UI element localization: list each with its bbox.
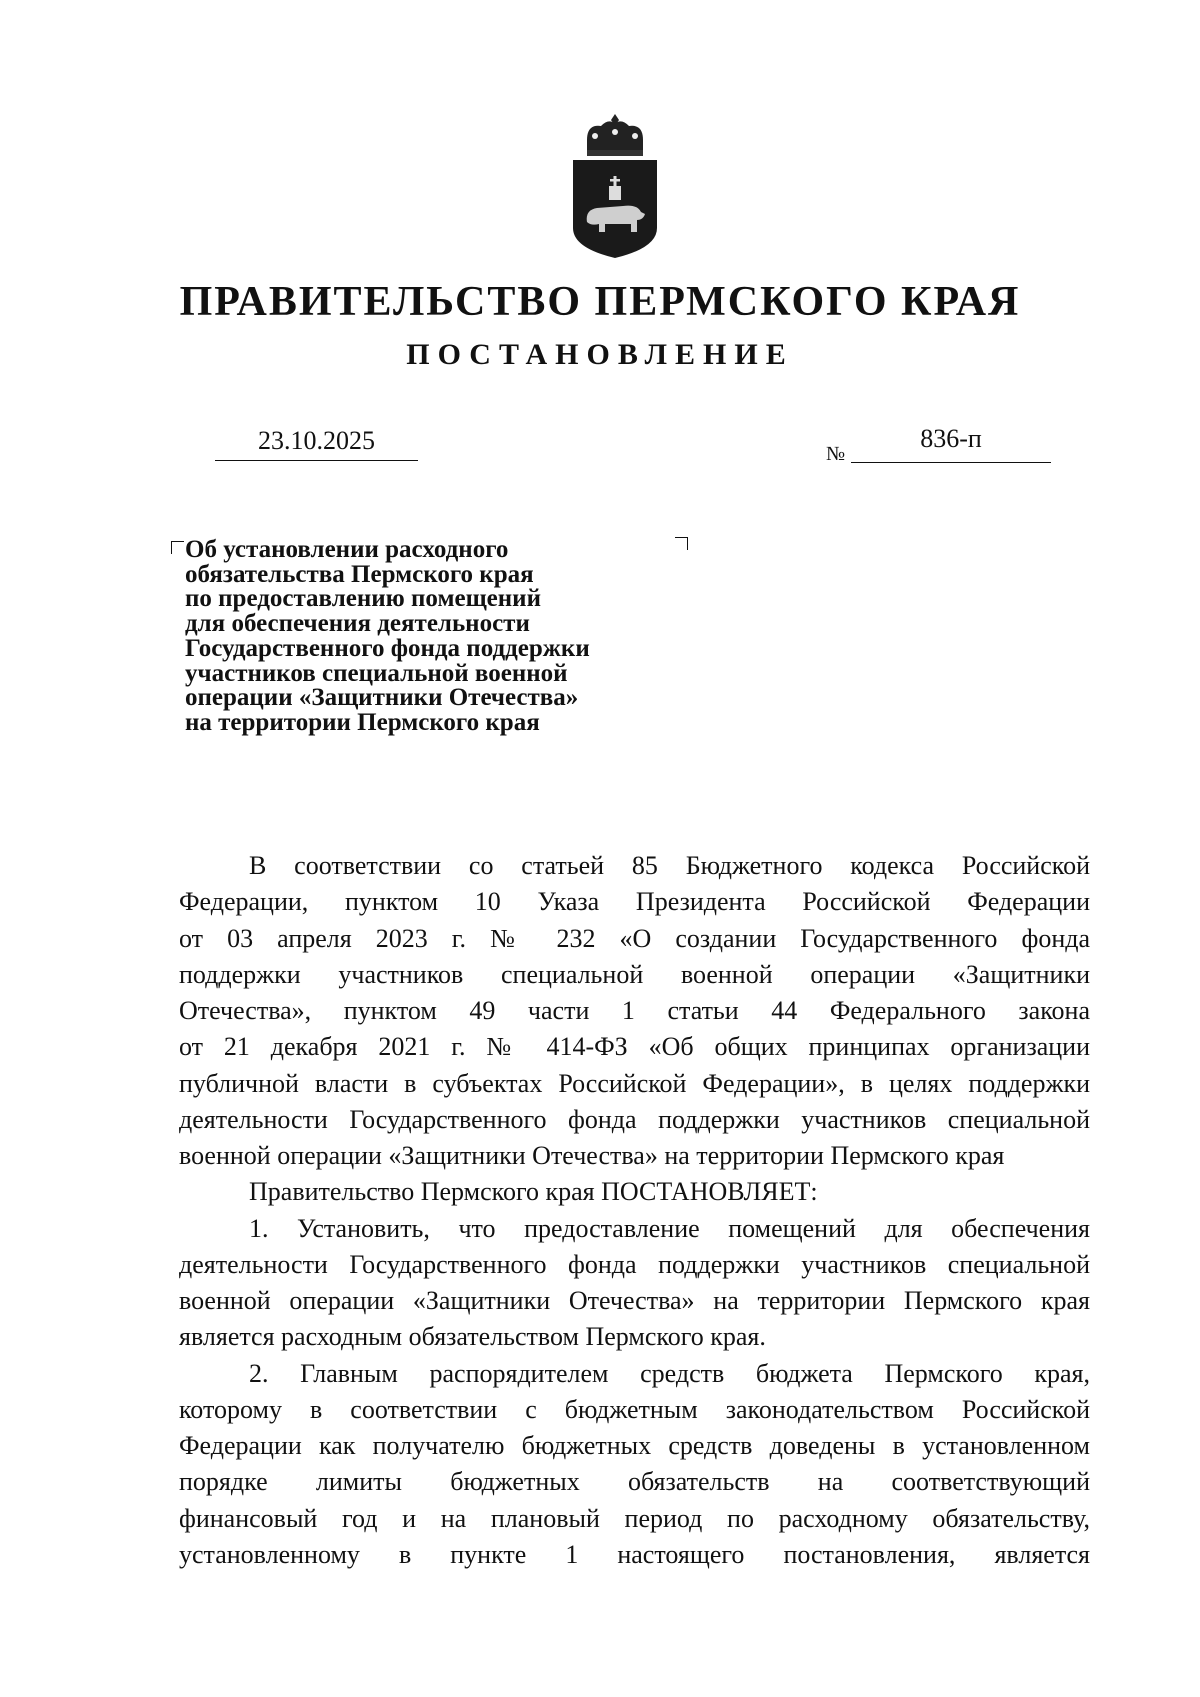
heading-line: участников специальной военной [185,659,568,687]
body-line: от 21 декабря 2021 г. № 414-ФЗ «Об общих принципах организации [179,1032,1090,1062]
document-heading [185,538,685,736]
number-label: № [826,443,846,465]
heading-line: на территории Пермского края [185,708,540,736]
body-line: деятельности Государственного фонда поддержки участников специальной [179,1249,1090,1279]
body-line: В соответствии со статьей 85 Бюджетного кодекса Российской [249,851,1090,880]
body-line: является расходным обязательством Пермского края. [179,1322,766,1352]
body-line: которому в соответствии с бюджетным законодательством Российской [179,1394,1090,1424]
heading-corner-left [171,541,184,554]
body-line: от 03 апреля 2023 г. № 232 «О создании Государственного фонда [179,923,1090,953]
body-line: Отечества», пунктом 49 части 1 статьи 44 Федерального закона [179,996,1090,1025]
government-title: ПРАВИТЕЛЬСТВО ПЕРМСКОГО КРАЯ [179,279,1021,325]
body-line: Федерации, пунктом 10 Указа Президента Российской Федерации [179,887,1090,917]
body-line: порядке лимиты бюджетных обязательств на соответствующий [179,1467,1090,1497]
body-line: деятельности Государственного фонда поддержки участников специальной [179,1104,1090,1134]
document-date: 23.10.2025 [258,426,375,455]
body-line: военной операции «Защитники Отечества» на территории Пермского края [179,1141,1005,1170]
body-line: Правительство Пермского края ПОСТАНОВЛЯЕТ: [249,1177,818,1207]
body-line: поддержки участников специальной военной операции «Защитники [179,959,1090,989]
document-type: ПОСТАНОВЛЕНИЕ [406,338,794,371]
body-line: Федерации как получателю бюджетных средств доведены в установленном [179,1431,1090,1460]
heading-line: Об установлении расходного [185,536,509,563]
heading-line: операции «Защитники Отечества» [185,684,579,712]
body-line: 1. Установить, что предоставление помещений для обеспечения [249,1213,1090,1243]
document-body [179,848,1090,1573]
document-number: 836-п [920,424,982,453]
number-underline [851,462,1051,463]
body-line: финансовый год и на плановый период по расходному обязательству, [179,1503,1090,1533]
body-line: публичной власти в субъектах Российской Федерации», в целях поддержки [179,1068,1090,1098]
body-line: 2. Главным распорядителем средств бюджета Пермского края, [249,1358,1090,1388]
heading-line: обязательства Пермского края [185,560,534,588]
heading-line: Государственного фонда поддержки [185,634,590,662]
date-underline [215,460,418,461]
heading-line: по предоставлению помещений [185,585,541,613]
perm-krai-coat-of-arms-icon [565,110,665,262]
body-line: установленному в пункте 1 настоящего постановления, является [179,1539,1090,1569]
body-line: военной операции «Защитники Отечества» на территории Пермского края [179,1286,1090,1315]
heading-line: для обеспечения деятельности [185,610,530,638]
